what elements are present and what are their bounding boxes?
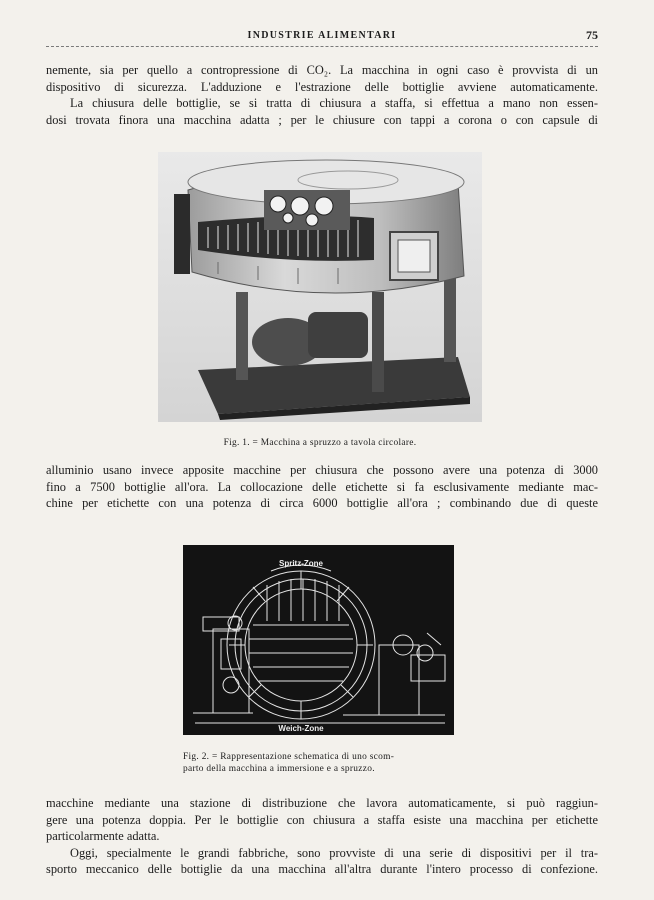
text-line: chine per etichette con una potenza di circa 6000 bottiglie all'ora ; combinando due di queste [46, 496, 598, 510]
running-header [46, 26, 598, 47]
text-line: alluminio usano invece apposite macchine per chiusura che possono avere una potenza di 3000 [46, 463, 598, 477]
spritz-zone-label: Spritz-Zone [279, 559, 323, 568]
text-line: macchine mediante una stazione di distribuzione che lavora automaticamente, si può raggiun- [46, 796, 598, 810]
text-line: dosi trovata finora una macchina adatta ; per le chiusure con tappi a corona o con capsule di [46, 112, 598, 127]
figure-1-photo [158, 152, 482, 422]
text-line: nemente, sia per quello a contropressione di CO₂. La macchina in ogni caso è provvista di un [46, 63, 598, 77]
text-line: La chiusura delle bottiglie, se si tratta di chiusura a staffa, si effettua a mano non essen- [70, 96, 598, 110]
figure-2-diagram [183, 545, 454, 735]
header-title: INDUSTRIE ALIMENTARI [247, 30, 397, 41]
paragraph-3 [46, 795, 598, 878]
text-line: fino a 7500 bottiglie all'ora. La collocazione delle etichette si fa esclusivamente mediante mac- [46, 479, 598, 494]
figure-1-caption: Fig. 1. = Macchina a spruzzo a tavola circolare. [223, 438, 417, 448]
paragraph-2 [46, 462, 598, 512]
text-line: Oggi, specialmente le grandi fabbriche, sono provviste di una serie di dispositivi per il tra- [70, 845, 598, 860]
caption-line: parto della macchina a immersione e a spruzzo. [183, 764, 375, 774]
text-line: gere una potenza doppia. Per le bottiglie con chiusura a staffa esiste una macchina per etichette [46, 812, 598, 827]
text-line: sporto meccanico delle bottiglie da una macchina all'altra durante l'intero processo di confezione. [46, 862, 598, 876]
paragraph-1 [46, 62, 598, 128]
caption-line: Fig. 2. = Rappresentazione schematica di uno scom- [183, 752, 395, 762]
figure-2-caption [183, 751, 454, 775]
page-number: 75 [586, 28, 598, 42]
text-line: particolarmente adatta. [46, 829, 160, 843]
weich-zone-label: Weich-Zone [278, 724, 324, 733]
text-line: dispositivo di sicurezza. L'adduzione e l'estrazione delle bottiglie avviene automaticamente. [46, 79, 598, 94]
